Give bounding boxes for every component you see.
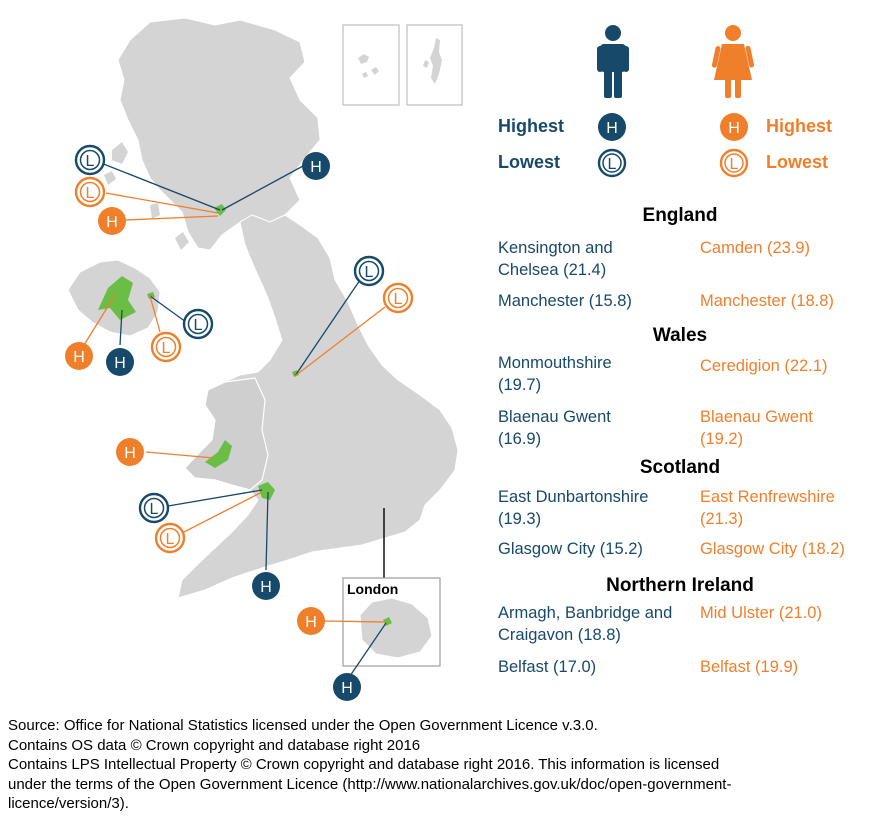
orkney-inset-frame — [343, 25, 399, 105]
marker-scot-male-highest — [302, 152, 330, 180]
svg-text:H: H — [73, 349, 85, 366]
england-female-highest: Camden (23.9) — [700, 239, 811, 257]
legend-male-highest-marker — [598, 113, 626, 141]
svg-text:L: L — [393, 291, 403, 308]
marker-eng-female-lowest — [384, 284, 412, 312]
marker-scot-male-lowest — [76, 146, 104, 174]
wales-female-lowest: Blaenau Gwent (19.2) — [700, 408, 813, 448]
ni-male-highest: Armagh, Banbridge and Craigavon (18.8) — [498, 604, 673, 644]
svg-text:H: H — [728, 120, 740, 137]
england-male-lowest: Manchester (15.8) — [498, 292, 632, 310]
legend-female-lowest-marker — [721, 150, 747, 176]
wales-female-highest: Ceredigion (22.1) — [700, 357, 828, 375]
scotland-land — [118, 18, 320, 250]
england-female-lowest: Manchester (18.8) — [700, 292, 834, 310]
legend-female-highest-marker — [720, 113, 748, 141]
marker-scot-female-highest — [98, 207, 126, 235]
scotland-female-lowest: Glasgow City (18.2) — [700, 540, 845, 558]
region-title-northern-ireland: Northern Ireland — [606, 575, 754, 596]
scotland-male-highest: East Dunbartonshire (19.3) — [498, 488, 649, 528]
source-line-3: Contains LPS Intellectual Property © Crown copyright and database right 2016. This information is licensed — [8, 756, 720, 773]
svg-text:L: L — [161, 340, 171, 357]
orkney-islands — [358, 54, 379, 78]
svg-text:H: H — [341, 680, 353, 697]
svg-text:L: L — [364, 264, 374, 281]
marker-scot-female-lowest — [76, 178, 104, 206]
marker-wales-female-lowest — [156, 524, 184, 552]
marker-ni-male-highest — [106, 348, 134, 376]
marker-london-female-highest — [297, 607, 325, 635]
london-inset-label: London — [347, 581, 399, 597]
scotland-male-lowest: Glasgow City (15.2) — [498, 540, 643, 558]
source-line-4: under the terms of the Open Government Licence (http://www.nationalarchives.gov.uk/doc/open-government- — [8, 775, 732, 793]
marker-ni-female-lowest — [152, 333, 180, 361]
source-line-2: Contains OS data © Crown copyright and database right 2016 — [8, 736, 421, 754]
wales-male-highest: Monmouthshire (19.7) — [498, 354, 612, 394]
marker-eng-male-lowest — [355, 257, 383, 285]
svg-text:H: H — [310, 159, 322, 176]
svg-text:L: L — [165, 531, 175, 548]
svg-text:L: L — [729, 156, 739, 173]
ni-female-lowest: Belfast (19.9) — [700, 658, 799, 676]
svg-text:H: H — [106, 214, 118, 231]
marker-london-male-highest — [333, 673, 361, 701]
svg-text:H: H — [260, 579, 272, 596]
svg-text:H: H — [305, 614, 317, 631]
region-title-wales: Wales — [652, 325, 708, 346]
svg-text:L: L — [193, 317, 203, 334]
male-figure-icon — [597, 25, 629, 98]
scotland-female-highest: East Renfrewshire (21.3) — [700, 488, 835, 528]
marker-wales-male-highest — [252, 572, 280, 600]
region-title-scotland: Scotland — [639, 457, 721, 478]
source-note — [8, 716, 874, 814]
ni-female-highest: Mid Ulster (21.0) — [700, 604, 822, 622]
leader-wales-male-lowest — [168, 490, 262, 506]
svg-text:H: H — [606, 120, 618, 137]
wales-land — [185, 378, 268, 490]
source-line-1: Source: Office for National Statistics licensed under the Open Government Licence v.3.0. — [8, 717, 598, 734]
ni-male-lowest: Belfast (17.0) — [498, 658, 597, 676]
shetland-islands — [423, 38, 442, 84]
marker-wales-female-highest — [116, 438, 144, 466]
england-male-highest: Kensington and Chelsea (21.4) — [498, 239, 613, 279]
svg-text:H: H — [124, 445, 136, 462]
marker-wales-male-lowest — [140, 494, 168, 522]
legend-female-highest-label: Highest — [766, 116, 833, 136]
female-figure-icon — [711, 25, 754, 98]
legend-female-lowest-label: Lowest — [766, 152, 829, 172]
svg-text:H: H — [114, 355, 126, 372]
svg-text:L: L — [85, 153, 95, 170]
svg-text:L: L — [85, 185, 95, 202]
marker-ni-female-highest — [65, 342, 93, 370]
svg-text:L: L — [607, 156, 617, 173]
marker-ni-male-lowest — [184, 310, 212, 338]
svg-text:L: L — [149, 501, 159, 518]
source-line-5: licence/version/3). — [8, 795, 129, 812]
legend-male-highest-label: Highest — [498, 116, 565, 136]
region-title-england: England — [642, 205, 718, 226]
wales-male-lowest: Blaenau Gwent (16.9) — [498, 408, 611, 448]
legend-male-lowest-label: Lowest — [498, 152, 561, 172]
legend-male-lowest-marker — [599, 150, 625, 176]
